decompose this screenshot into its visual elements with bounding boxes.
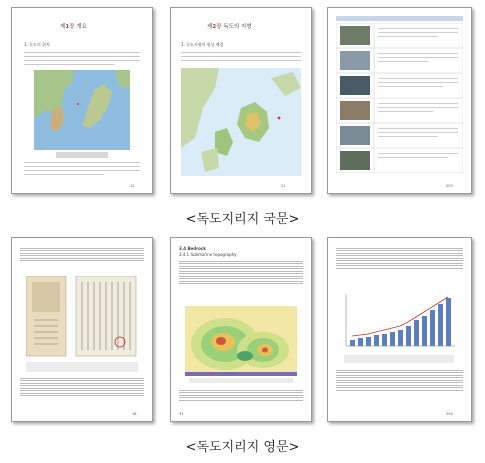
korean-page-3 [327,7,472,194]
english-page-3 [327,237,472,422]
page-number: 21 [281,184,286,188]
photo-table [336,23,463,173]
korean-page-1 [11,7,153,194]
section-heading: 1. 독도지형의 형성 배경 [181,42,224,47]
figure-caption [189,378,293,383]
chapter-title: 제2장 독도의 지형 [207,24,252,30]
page-number: 18 [132,412,137,416]
english-page-1 [11,237,153,422]
visitor-bar-chart [340,290,459,352]
english-edition-caption: <독도지리지 영문> [185,440,300,455]
bathymetry-map [185,306,297,376]
dokdo-region-map [181,68,301,176]
section-heading: 1. 독도의 위치 [24,42,50,47]
korean-edition-caption: <독도지리지 국문> [185,212,300,227]
chapter-title: 제1장 개요 [60,24,87,30]
body-text [20,246,144,270]
english-page-2 [170,237,312,422]
figure-caption [344,355,454,363]
historical-document-images [26,276,138,360]
body-text [179,388,303,410]
page-number: 12 [130,184,135,188]
body-text [336,368,463,410]
korean-page-2 [170,7,312,194]
body-text [336,246,463,286]
map-caption [56,152,108,158]
page-number: 204 [446,412,453,416]
body-text [179,259,303,303]
section-heading: 3.4 Bedrock [179,246,206,251]
figure-caption [26,362,138,372]
subsection-heading: 3.4.1 Submarine topography [179,252,237,257]
japan-sea-map [34,70,130,150]
page-number: 31 [179,412,184,416]
page-number: 203 [446,184,453,188]
body-text [20,376,144,410]
